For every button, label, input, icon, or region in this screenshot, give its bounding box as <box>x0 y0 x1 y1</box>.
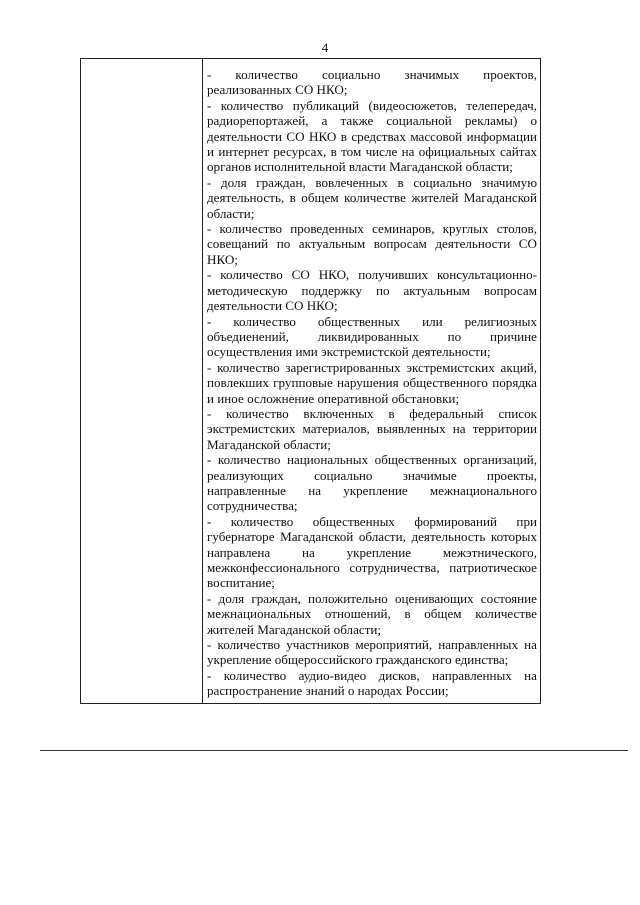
list-item: - количество национальных общественных организаций, реализующих социально значимые проекты, направленные на укрепление межнационального сотрудничества; <box>207 452 537 514</box>
table-left-column <box>81 59 203 703</box>
list-item: - количество участников мероприятий, направленных на укрепление общероссийского гражданского единства; <box>207 637 537 668</box>
table-right-column <box>203 59 540 703</box>
list-item: - количество зарегистрированных экстремистских акций, повлекших групповые нарушения общественного порядка и иное осложнение оперативной обстановки; <box>207 359 537 406</box>
list-item: - количество общественных формирований при губернаторе Магаданской области, деятельность которых направлена на укрепление межэтнического, межконфессионального сотрудничества, патриотическое воспитание; <box>207 513 537 591</box>
footer-divider <box>40 750 628 751</box>
list-item: - количество общественных или религиозных объедиенений, ликвидированных по причине осуществления ими экстремистской деятельности; <box>207 313 537 360</box>
list-item: - количество включенных в федеральный список экстремистских материалов, выявленных на территории Магаданской области; <box>207 405 537 452</box>
list-item: - доля граждан, вовлеченных в социально значимую деятельность, в общем количестве жителей Магаданской области; <box>207 174 537 221</box>
list-item: - количество проведенных семинаров, круглых столов, совещаний по актуальным вопросам деятельности СО НКО; <box>207 221 537 267</box>
list-item: - количество публикаций (видеосюжетов, телепередач, радиорепортажей, а также социальной рекламы) о деятельности СО НКО в средствах массовой информации и интернет ресурсах, в том числе на официальных сайтах органов исполнительной власти Магаданской области; <box>207 97 537 175</box>
list-item: - количество социально значимых проектов, реализованных СО НКО; <box>207 67 537 98</box>
list-item: - доля граждан, положительно оценивающих состояние межнациональных отношений, в общем количестве жителей Магаданской области; <box>207 590 537 637</box>
indicator-table <box>80 58 541 704</box>
list-item: - количество аудио-видео дисков, направленных на распространение знаний о народах России; <box>207 667 537 699</box>
page-number: 4 <box>321 40 329 55</box>
list-item: - количество СО НКО, получивших консультационно-методическую поддержку по актуальным вопросам деятельности СО НКО; <box>207 267 537 314</box>
